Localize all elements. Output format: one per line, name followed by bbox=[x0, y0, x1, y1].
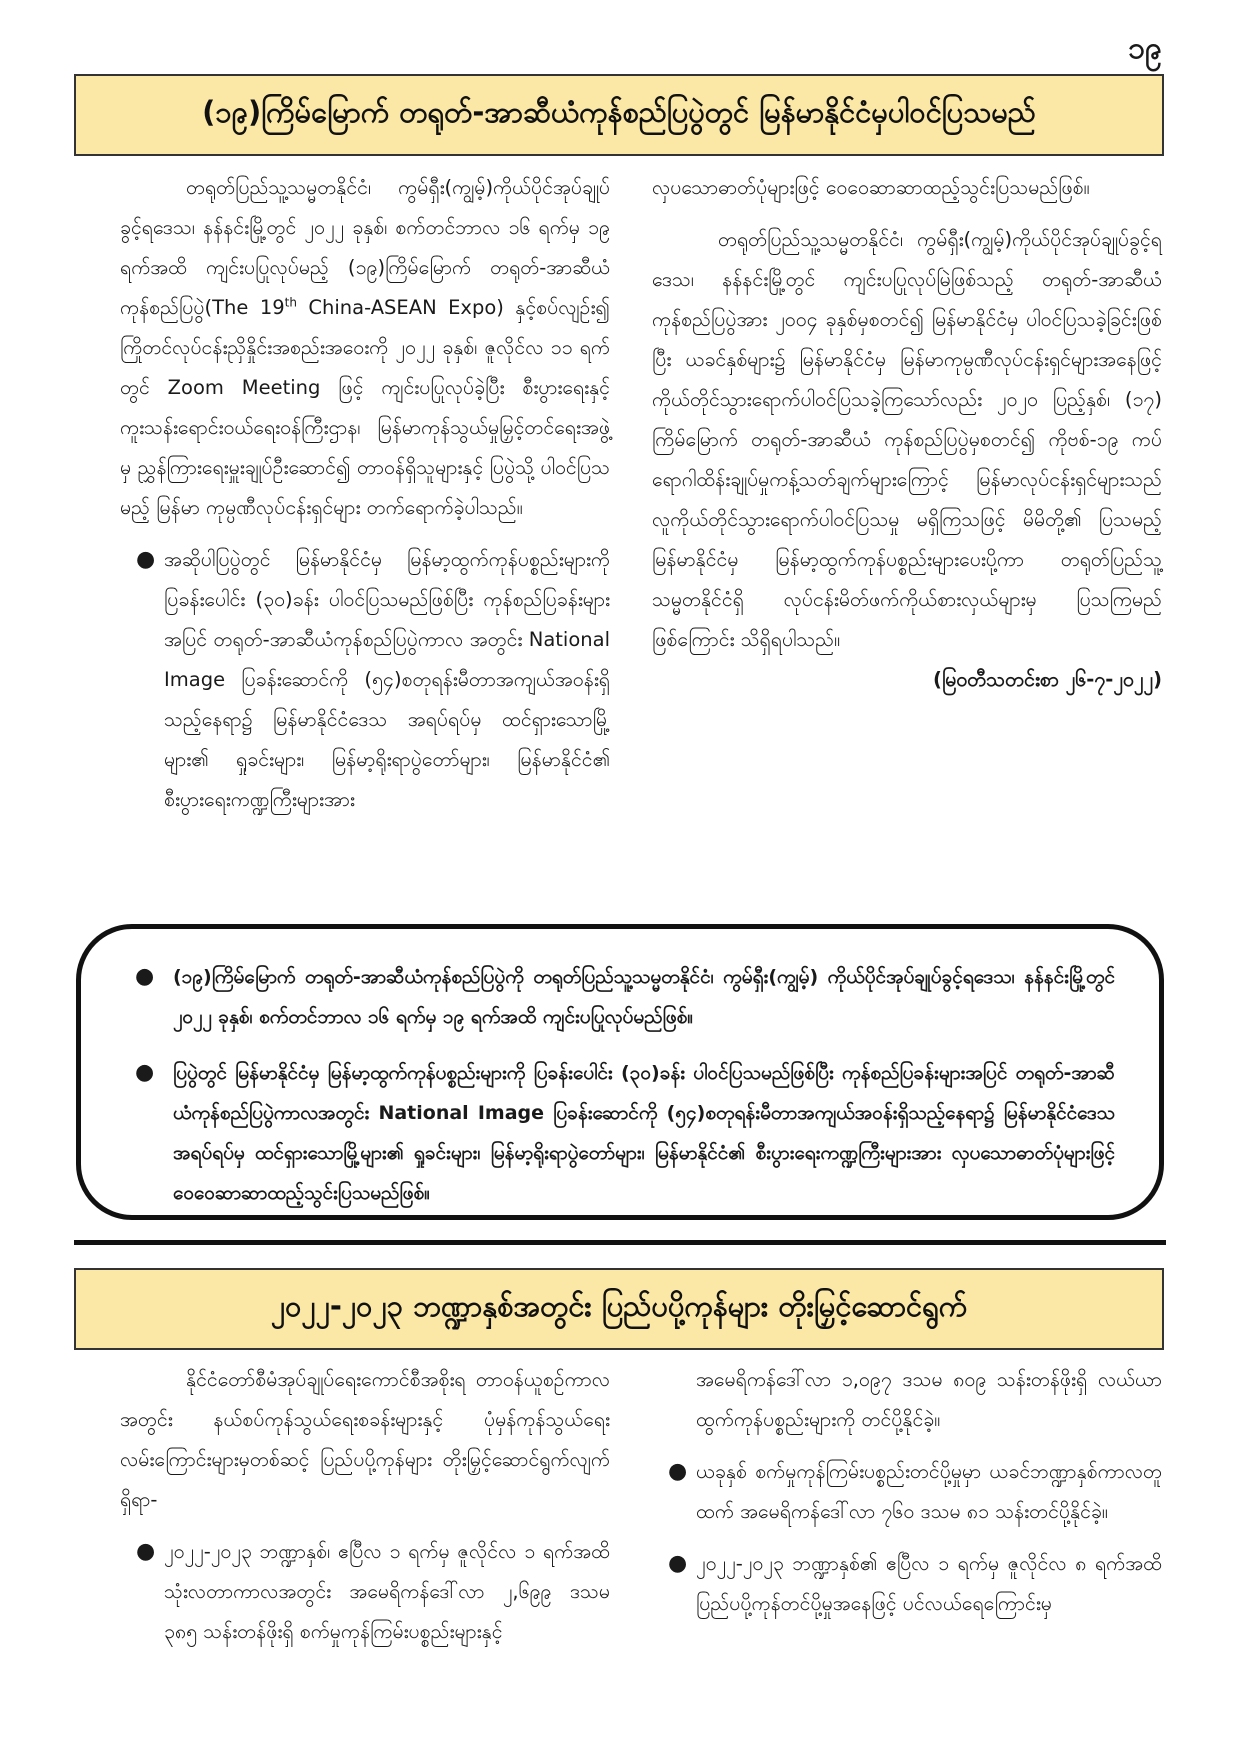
summary-item-text: ပြပွဲတွင် မြန်မာနိုင်ငံမှ မြန်မာ့ထွက်ကုန်ပစ္စည်းများကို ပြခန်းပေါင်း (၃၀)ခန်း ပါဝင်ပြသမည်ဖြစ်ပြီး ကုန်စည်ပြခန်းများအပြင် တရုတ်-အာဆီယံကုန်စည်ပြပွဲကာလအတွင်း National Image ပြခန်းဆောင်ကို (၅၄)စတုရန်းမီတာအကျယ်အဝန်းရှိသည့်နေရာ၌ မြန်မာနိုင်ငံဒေသအရပ်ရပ်မှ ထင်ရှားသောမြို့များ၏ ရှုခင်းများ၊ မြန်မာ့ရိုးရာပွဲတော်များ၊ မြန်မာနိုင်ငံ၏ စီးပွားရေးကဏ္ဍကြီးများအား လှပသောဓာတ်ပုံများဖြင့် ဝေဝေဆာဆာထည့်သွင်းပြသမည်ဖြစ်။ bbox=[173, 1062, 1115, 1204]
paragraph-text: China-ASEAN Expo) နှင့်စပ်လျဉ်း၍ ကြိုတင်လုပ်ငန်းညှိနှိုင်းအစည်းအဝေးကို ၂၀၂၂ ခုနှစ်၊ ဇူလိုင်လ ၁၁ ရက်တွင် Zoom Meeting ဖြင့် ကျင်းပပြုလုပ်ခဲ့ပြီး စီးပွားရေးနှင့် ကူးသန်းရောင်းဝယ်ရေးဝန်ကြီးဌာန၊ မြန်မာကုန်သွယ်မှုမြှင့်တင်ရေးအဖွဲ့မှ ညွှန်ကြားရေးမှူးချုပ်ဦးဆောင်၍ တာဝန်ရှိသူများနှင့် ပြပွဲသို့ ပါဝင်ပြသမည့် မြန်မာ ကုမ္ပဏီလုပ်ငန်းရှင်များ တက်ရောက်ခဲ့ပါသည်။ bbox=[120, 296, 610, 519]
article-paragraph: အမေရိကန်ဒေါ်လာ ၁,၀၉၇ ဒသမ ၈၀၉ သန်းတန်ဖိုးရှိ လယ်ယာထွက်ကုန်ပစ္စည်းများကို တင်ပို့နိုင်ခဲ့။ bbox=[696, 1368, 1162, 1431]
list-item-text: ၂၀၂၂-၂၀၂၃ ဘဏ္ဍာနှစ်၊ ဧပြီလ ၁ ရက်မှ ဇူလိုင်လ ၁ ရက်အထိ သုံးလတာကာလအတွင်း အမေရိကန်ဒေါ်လာ ၂,၆၉၉ ဒသမ ၃၈၅ သန်းတန်ဖိုးရှိ စက်မှုကုန်ကြမ်းပစ္စည်းများနှင့် bbox=[164, 1540, 610, 1643]
list-item-text: ယခုနှစ် စက်မှုကုန်ကြမ်းပစ္စည်းတင်ပို့မှုမှာ ယခင်ဘဏ္ဍာနှစ်ကာလတူထက် အမေရိကန်ဒေါ်လာ ၇၆၀ ဒသမ ၈၁ သန်းတင်ပို့နိုင်ခဲ့။ bbox=[696, 1460, 1162, 1523]
summary-box bbox=[76, 924, 1164, 1220]
bullet-list bbox=[652, 1452, 1162, 1624]
bullet-list bbox=[120, 540, 610, 820]
page-number: ၁၉ bbox=[1128, 31, 1162, 66]
list-item bbox=[120, 540, 610, 820]
article-left-column bbox=[120, 1360, 610, 1652]
superscript: th bbox=[284, 295, 297, 310]
bullet-list bbox=[120, 1532, 610, 1652]
list-item-text: အဆိုပါပြပွဲတွင် မြန်မာနိုင်ငံမှ မြန်မာ့ထွက်ကုန်ပစ္စည်းများကို ပြခန်းပေါင်း (၃၀)ခန်း ပါဝင်ပြသမည်ဖြစ်ပြီး ကုန်စည်ပြခန်းများအပြင် တရုတ်-အာဆီယံကုန်စည်ပြပွဲကာလ အတွင်း National Image ပြခန်းဆောင်ကို (၅၄)စတုရန်းမီတာအကျယ်အဝန်းရှိသည့်နေရာ၌ မြန်မာနိုင်ငံဒေသ အရပ်ရပ်မှ ထင်ရှားသောမြို့များ၏ ရှုခင်းများ၊ မြန်မာ့ရိုးရာပွဲတော်များ၊ မြန်မာနိုင်ငံ၏ စီးပွားရေးကဏ္ဍကြီးများအား bbox=[164, 548, 610, 811]
article-right-column bbox=[652, 1360, 1162, 1624]
bullet-icon: ● bbox=[136, 1539, 156, 1564]
bullet-icon: ● bbox=[135, 964, 155, 989]
section-divider bbox=[74, 1240, 1166, 1245]
list-item bbox=[652, 1544, 1162, 1624]
summary-item bbox=[129, 957, 1115, 1037]
article-right-column bbox=[652, 168, 1162, 700]
summary-list bbox=[129, 957, 1115, 1213]
source-citation: (မြဝတီသတင်းစာ ၂၆-၇-၂၀၂၂) bbox=[933, 668, 1162, 691]
bullet-icon: ● bbox=[135, 1060, 155, 1085]
list-item bbox=[652, 1452, 1162, 1532]
bullet-icon: ● bbox=[136, 547, 156, 572]
article-paragraph: နိုင်ငံတော်စီမံအုပ်ချုပ်ရေးကောင်စီအစိုးရ တာဝန်ယူစဉ်ကာလအတွင်း နယ်စပ်ကုန်သွယ်ရေးစခန်းများနှင့် ပုံမှန်ကုန်သွယ်ရေးလမ်းကြောင်းများမှတစ်ဆင့် ပြည်ပပို့ကုန်များ တိုးမြှင့်ဆောင်ရွက်လျက်ရှိရာ- bbox=[120, 1368, 610, 1511]
article-left-column bbox=[120, 168, 610, 820]
bullet-icon: ● bbox=[668, 1551, 688, 1576]
summary-item bbox=[129, 1053, 1115, 1213]
article-paragraph: တရုတ်ပြည်သူ့သမ္မတနိုင်ငံ၊ ကွမ်ရှီး(ကျွမ့်)ကိုယ်ပိုင်အုပ်ချုပ်ခွင့်ရဒေသ၊ နန်နင်းမြို့တွင် ကျင်းပပြုလုပ်မြဲဖြစ်သည့် တရုတ်-အာဆီယံကုန်စည်ပြပွဲအား ၂၀၀၄ ခုနှစ်မှစတင်၍ မြန်မာနိုင်ငံမှ ပါဝင်ပြသခဲ့ခြင်းဖြစ်ပြီး ယခင်နှစ်များ၌ မြန်မာနိုင်ငံမှ မြန်မာကုမ္ပဏီလုပ်ငန်းရှင်များအနေဖြင့် ကိုယ်တိုင်သွားရောက်ပါဝင်ပြသခဲ့ကြသော်လည်း ၂၀၂၀ ပြည့်နှစ်၊ (၁၇) ကြိမ်မြောက် တရုတ်-အာဆီယံ ကုန်စည်ပြပွဲမှစတင်၍ ကိုဗစ်-၁၉ ကပ်ရောဂါထိန်းချုပ်မှုကန့်သတ်ချက်များကြောင့် မြန်မာလုပ်ငန်းရှင်များသည် လူကိုယ်တိုင်သွားရောက်ပါဝင်ပြသမှု မရှိကြသဖြင့် မိမိတို့၏ ပြသမည့် မြန်မာနိုင်ငံမှ မြန်မာ့ထွက်ကုန်ပစ္စည်းများပေးပို့ကာ တရုတ်ပြည်သူ့သမ္မတနိုင်ငံရှိ လုပ်ငန်းမိတ်ဖက်ကိုယ်စားလှယ်များမှ ပြသကြမည်ဖြစ်ကြောင်း သိရှိရပါသည်။ bbox=[652, 228, 1162, 651]
list-item bbox=[120, 1532, 610, 1652]
article-title: (၁၉)ကြိမ်မြောက် တရုတ်-အာဆီယံကုန်စည်ပြပွဲတွင် မြန်မာနိုင်ငံမှပါဝင်ပြသမည် bbox=[74, 74, 1164, 156]
summary-item-text: (၁၉)ကြိမ်မြောက် တရုတ်-အာဆီယံကုန်စည်ပြပွဲကို တရုတ်ပြည်သူ့သမ္မတနိုင်ငံ၊ ကွမ်ရှီး(ကျွမ့်) ကိုယ်ပိုင်အုပ်ချုပ်ခွင့်ရဒေသ၊ နန်နင်းမြို့တွင် ၂၀၂၂ ခုနှစ်၊ စက်တင်ဘာလ ၁၆ ရက်မှ ၁၉ ရက်အထိ ကျင်းပပြုလုပ်မည်ဖြစ်။ bbox=[173, 966, 1115, 1028]
article-paragraph: လှပသောဓာတ်ပုံများဖြင့် ဝေဝေဆာဆာထည့်သွင်းပြသမည်ဖြစ်။ bbox=[652, 176, 1090, 199]
article-paragraph bbox=[120, 168, 610, 528]
paragraph-text: တရုတ်ပြည်သူ့သမ္မတနိုင်ငံ၊ ကွမ်ရှီး(ကျွမ့်)ကိုယ်ပိုင်အုပ်ချုပ်ခွင့်ရဒေသ၊ နန်နင်းမြို့တွင် ၂၀၂၂ ခုနှစ်၊ စက်တင်ဘာလ ၁၆ ရက်မှ ၁၉ ရက်အထိ ကျင်းပပြုလုပ်မည့် (၁၉)ကြိမ်မြောက် တရုတ်-အာဆီယံကုန်စည်ပြပွဲ(The 19 bbox=[120, 176, 610, 319]
list-item-text: ၂၀၂၂-၂၀၂၃ ဘဏ္ဍာနှစ်၏ ဧပြီလ ၁ ရက်မှ ဇူလိုင်လ ၈ ရက်အထိ ပြည်ပပို့ကုန်တင်ပို့မှုအနေဖြင့် ပင်လယ်ရေကြောင်းမှ bbox=[696, 1552, 1162, 1615]
bullet-icon: ● bbox=[668, 1459, 688, 1484]
article-title: ၂၀၂၂-၂၀၂၃ ဘဏ္ဍာနှစ်အတွင်း ပြည်ပပို့ကုန်များ တိုးမြှင့်ဆောင်ရွက် bbox=[74, 1268, 1164, 1350]
